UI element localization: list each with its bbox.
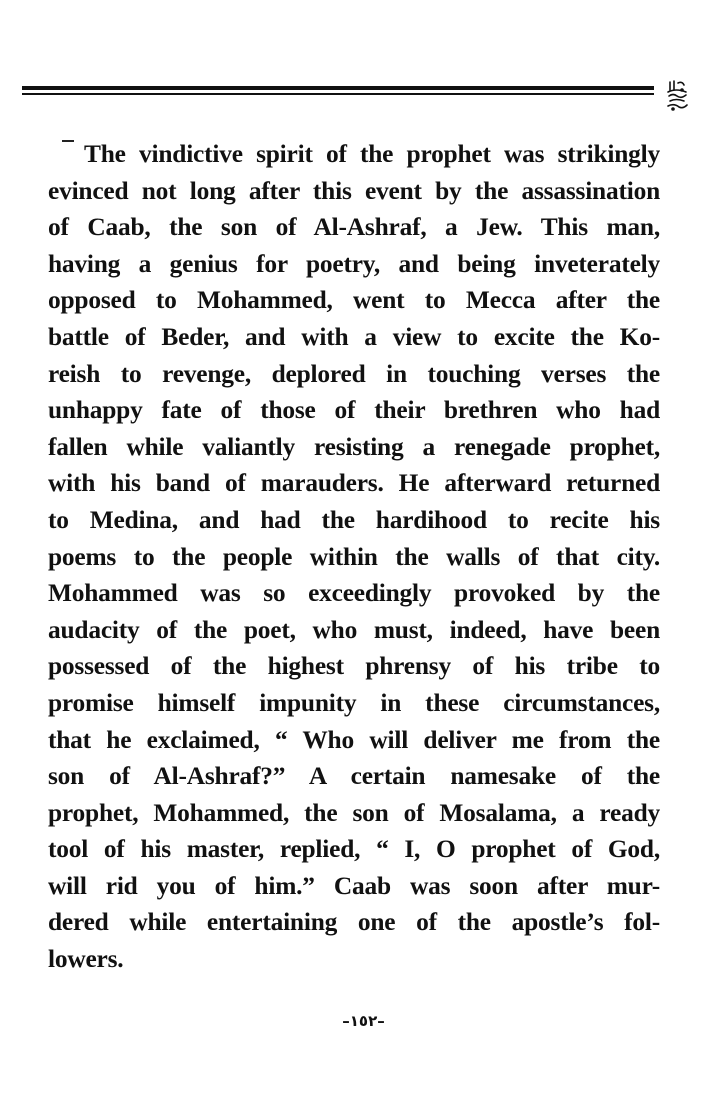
calligraphy-seal-icon [664,78,692,112]
header-double-rule [22,86,654,95]
text-line: having a genius for poetry, and being inveterately [48,249,660,278]
text-line: reish to revenge, deplored in touching verses the [48,359,660,388]
text-line: dered while entertaining one of the apostle’s fol- [48,908,660,937]
text-line: poems to the people within the walls of that city. [48,542,660,571]
text-line: to Medina, and had the hardihood to recite his [48,505,660,534]
text-line: The vindictive spirit of the prophet was strikingly [84,140,660,168]
text-line: fallen while valiantly resisting a renegade prophet, [48,432,660,461]
text-line: with his band of marauders. He afterward returned [48,469,660,498]
text-line: unhappy fate of those of their brethren who had [48,396,660,425]
text-line: that he exclaimed, “ Who will deliver me from the [48,725,660,754]
text-line: possessed of the highest phrensy of his tribe to [48,652,660,681]
header-rule-thick [22,86,654,90]
body-paragraph [48,136,660,978]
text-line: will rid you of him.” Caab was soon after mur- [48,871,660,900]
text-line: Mohammed was so exceedingly provoked by the [48,579,660,608]
text-line: promise himself impunity in these circumstances, [48,688,660,717]
text-line: lowers. [48,945,124,974]
header-rule-thin [22,93,654,95]
text-line: son of Al-Ashraf?” A certain namesake of the [48,762,660,791]
text-line: prophet, Mohammed, the son of Mosalama, a ready [48,798,660,827]
text-line: audacity of the poet, who must, indeed, have been [48,615,660,644]
text-line: of Caab, the son of Al-Ashraf, a Jew. This man, [48,213,660,242]
page-number: –١٥٢– [342,1012,385,1030]
text-line: opposed to Mohammed, went to Mecca after the [48,286,660,315]
text-line: battle of Beder, and with a view to excite the Ko- [48,322,660,351]
text-line: tool of his master, replied, “ I, O prophet of God, [48,835,660,864]
text-line: evinced not long after this event by the assassination [48,176,660,205]
